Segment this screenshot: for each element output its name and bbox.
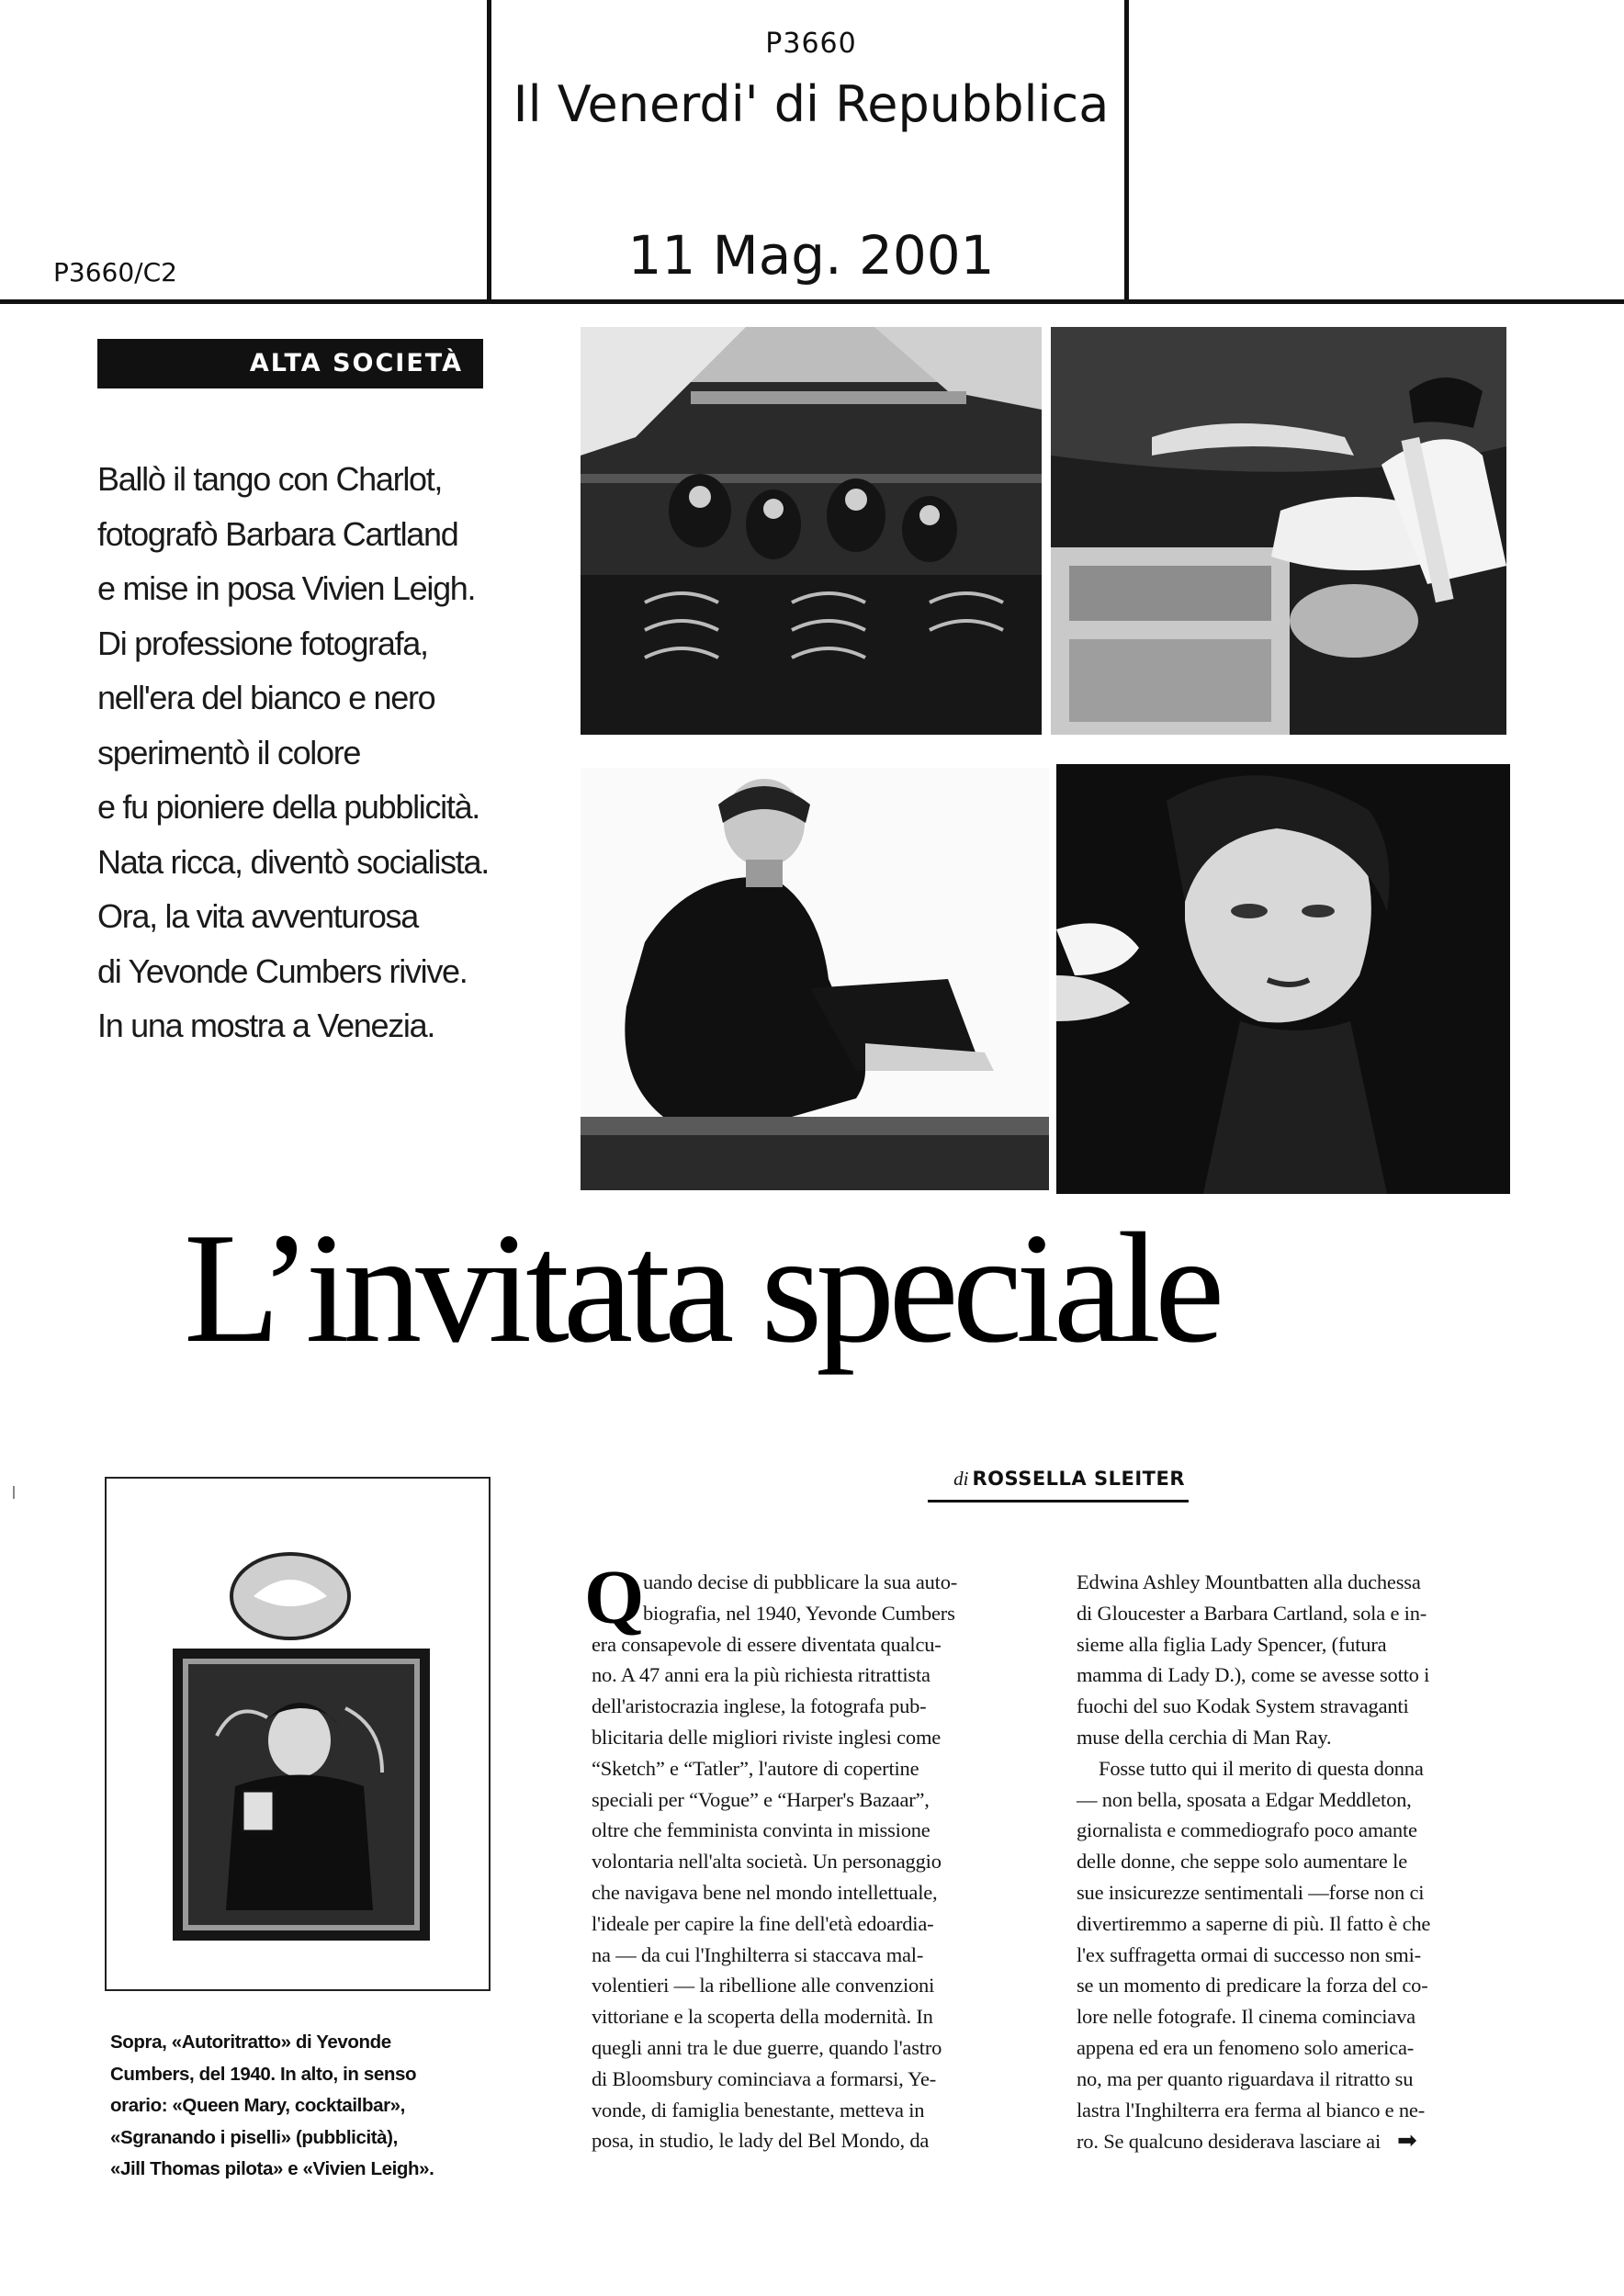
- deck-line: di Yevonde Cumbers rivive.: [97, 951, 468, 990]
- body-line: biografia, nel 1940, Yevonde Cumbers: [643, 1601, 955, 1625]
- body-column-1: [592, 1567, 1042, 2156]
- caption-line: Cumbers, del 1940. In alto, in senso: [110, 2063, 417, 2085]
- body-line: delle donne, che seppe solo aumentare le: [1077, 1850, 1407, 1874]
- body-line: — non bella, sposata a Edgar Meddleton,: [1077, 1787, 1412, 1811]
- body-line: di Gloucester a Barbara Cartland, sola e in-: [1077, 1601, 1427, 1625]
- body-line: l'ex suffragetta ormai di successo non smi-: [1077, 1942, 1421, 1966]
- body-line: “Sketch” e “Tatler”, l'autore di copertine: [592, 1756, 919, 1780]
- publication-name: Il Venerdi' di Repubblica: [513, 75, 1110, 133]
- right-arrow-icon: ➡: [1397, 2127, 1417, 2155]
- caption-line: «Jill Thomas pilota» e «Vivien Leigh».: [110, 2158, 434, 2179]
- photo-vivien-leigh: [1056, 764, 1510, 1194]
- body-line: Edwina Ashley Mountbatten alla duchessa: [1077, 1570, 1421, 1593]
- deck-line: nell'era del bianco e nero: [97, 679, 435, 716]
- body-line: posa, in studio, le lady del Bel Mondo, da: [592, 2129, 930, 2153]
- deck-line: e mise in posa Vivien Leigh.: [97, 569, 476, 607]
- body-line: lastra l'Inghilterra era ferma al bianco e ne-: [1077, 2098, 1426, 2122]
- body-line: divertiremmo a saperne di più. Il fatto è che: [1077, 1911, 1431, 1935]
- body-line: no. A 47 anni era la più richiesta ritrattista: [592, 1663, 930, 1687]
- body-line: oltre che femminista convinta in missione: [592, 1818, 930, 1842]
- body-line: uando decise di pubblicare la sua auto-: [643, 1570, 958, 1593]
- byline-prefix: di: [953, 1468, 969, 1490]
- drop-cap: Q: [584, 1555, 645, 1640]
- body-line: l'ideale per capire la fine dell'età edoardia-: [592, 1911, 934, 1935]
- byline-author: ROSSELLA SLEITER: [972, 1468, 1185, 1490]
- body-line-last: [1077, 2125, 1472, 2156]
- body-line: volentieri — la ribellione alle convenzioni: [592, 1974, 935, 1998]
- photo-shelling-peas: [1051, 327, 1506, 735]
- body-line: vonde, di famiglia benestante, metteva in: [592, 2098, 925, 2122]
- photo-queen-mary-cocktail-bar: [581, 327, 1042, 735]
- deck-line: Ora, la vita avventurosa: [97, 897, 418, 935]
- body-line: sieme alla figlia Lady Spencer, (futura: [1077, 1632, 1387, 1656]
- header-rule: [0, 299, 1624, 304]
- clipping-header: [0, 0, 1624, 307]
- body-column-2: [1077, 1567, 1472, 2156]
- body-line: giornalista e commediografo poco amante: [1077, 1818, 1417, 1842]
- clipping-code-top: P3660: [765, 28, 857, 60]
- caption-line: orario: «Queen Mary, cocktailbar»,: [110, 2095, 405, 2116]
- body-line: muse della cerchia di Man Ray.: [1077, 1725, 1332, 1749]
- deck-line: fotografò Barbara Cartland: [97, 514, 458, 553]
- photo-self-portrait: [105, 1477, 491, 1991]
- deck: [97, 452, 520, 1053]
- body-line: volontaria nell'alta società. Un personaggio: [592, 1850, 942, 1874]
- body-line: dell'aristocrazia inglese, la fotografa pub-: [592, 1694, 927, 1718]
- body-line: appena ed era un fenomeno solo america-: [1077, 2035, 1415, 2059]
- deck-line: Di professione fotografa,: [97, 624, 428, 662]
- photo-jill-thomas-pilot: [581, 768, 1049, 1190]
- body-line: no, ma per quanto riguardava il ritratto su: [1077, 2066, 1414, 2090]
- deck-line: Ballò il tango con Charlot,: [97, 460, 443, 498]
- body-line: quegli anni tra le due guerre, quando l'astro: [592, 2035, 942, 2059]
- body-line: mamma di Lady D.), come se avesse sotto i: [1077, 1663, 1430, 1687]
- body-line: lore nelle fotografe. Il cinema cominciava: [1077, 2005, 1415, 2029]
- body-line: speciali per “Vogue” e “Harper's Bazaar”,: [592, 1787, 930, 1811]
- deck-line: e fu pioniere della pubblicità.: [97, 788, 480, 826]
- body-line: se un momento di predicare la forza del co-: [1077, 1974, 1428, 1998]
- publication-date: 11 Mag. 2001: [627, 224, 995, 287]
- body-line: blicitaria delle migliori riviste inglesi come: [592, 1725, 942, 1749]
- body-line: sue insicurezze sentimentali —forse non ci: [1077, 1880, 1425, 1904]
- body-line: era consapevole di essere diventata qualcu-: [592, 1632, 942, 1656]
- byline-rule: [928, 1500, 1189, 1503]
- caption-line: Sopra, «Autoritratto» di Yevonde: [110, 2032, 391, 2053]
- deck-line: sperimentò il colore: [97, 733, 361, 771]
- section-tag: ALTA SOCIETÀ: [97, 339, 483, 388]
- photo-caption: [110, 2027, 514, 2186]
- body-line: fuochi del suo Kodak System stravaganti: [1077, 1694, 1409, 1718]
- deck-line: Nata ricca, diventò socialista.: [97, 842, 489, 881]
- clipping-code-left: P3660/C2: [53, 257, 177, 287]
- body-line: vittoriane e la scoperta della modernità. In: [592, 2005, 933, 2029]
- body-line: di Bloomsbury cominciava a formarsi, Ye-: [592, 2066, 937, 2090]
- headline: L’invitata speciale: [184, 1201, 1219, 1376]
- scan-mark: [13, 1486, 15, 1499]
- deck-line: In una mostra a Venezia.: [97, 1007, 435, 1044]
- caption-line: «Sgranando i piselli» (pubblicità),: [110, 2126, 398, 2148]
- byline: [909, 1468, 1185, 1491]
- header-divider-left: [487, 0, 491, 299]
- body-line: ro. Se qualcuno desiderava lasciare ai: [1077, 2130, 1381, 2154]
- body-line: che navigava bene nel mondo intellettuale,: [592, 1880, 938, 1904]
- body-line: na — da cui l'Inghilterra si staccava mal-: [592, 1942, 924, 1966]
- body-line: Fosse tutto qui il merito di questa donna: [1099, 1756, 1424, 1780]
